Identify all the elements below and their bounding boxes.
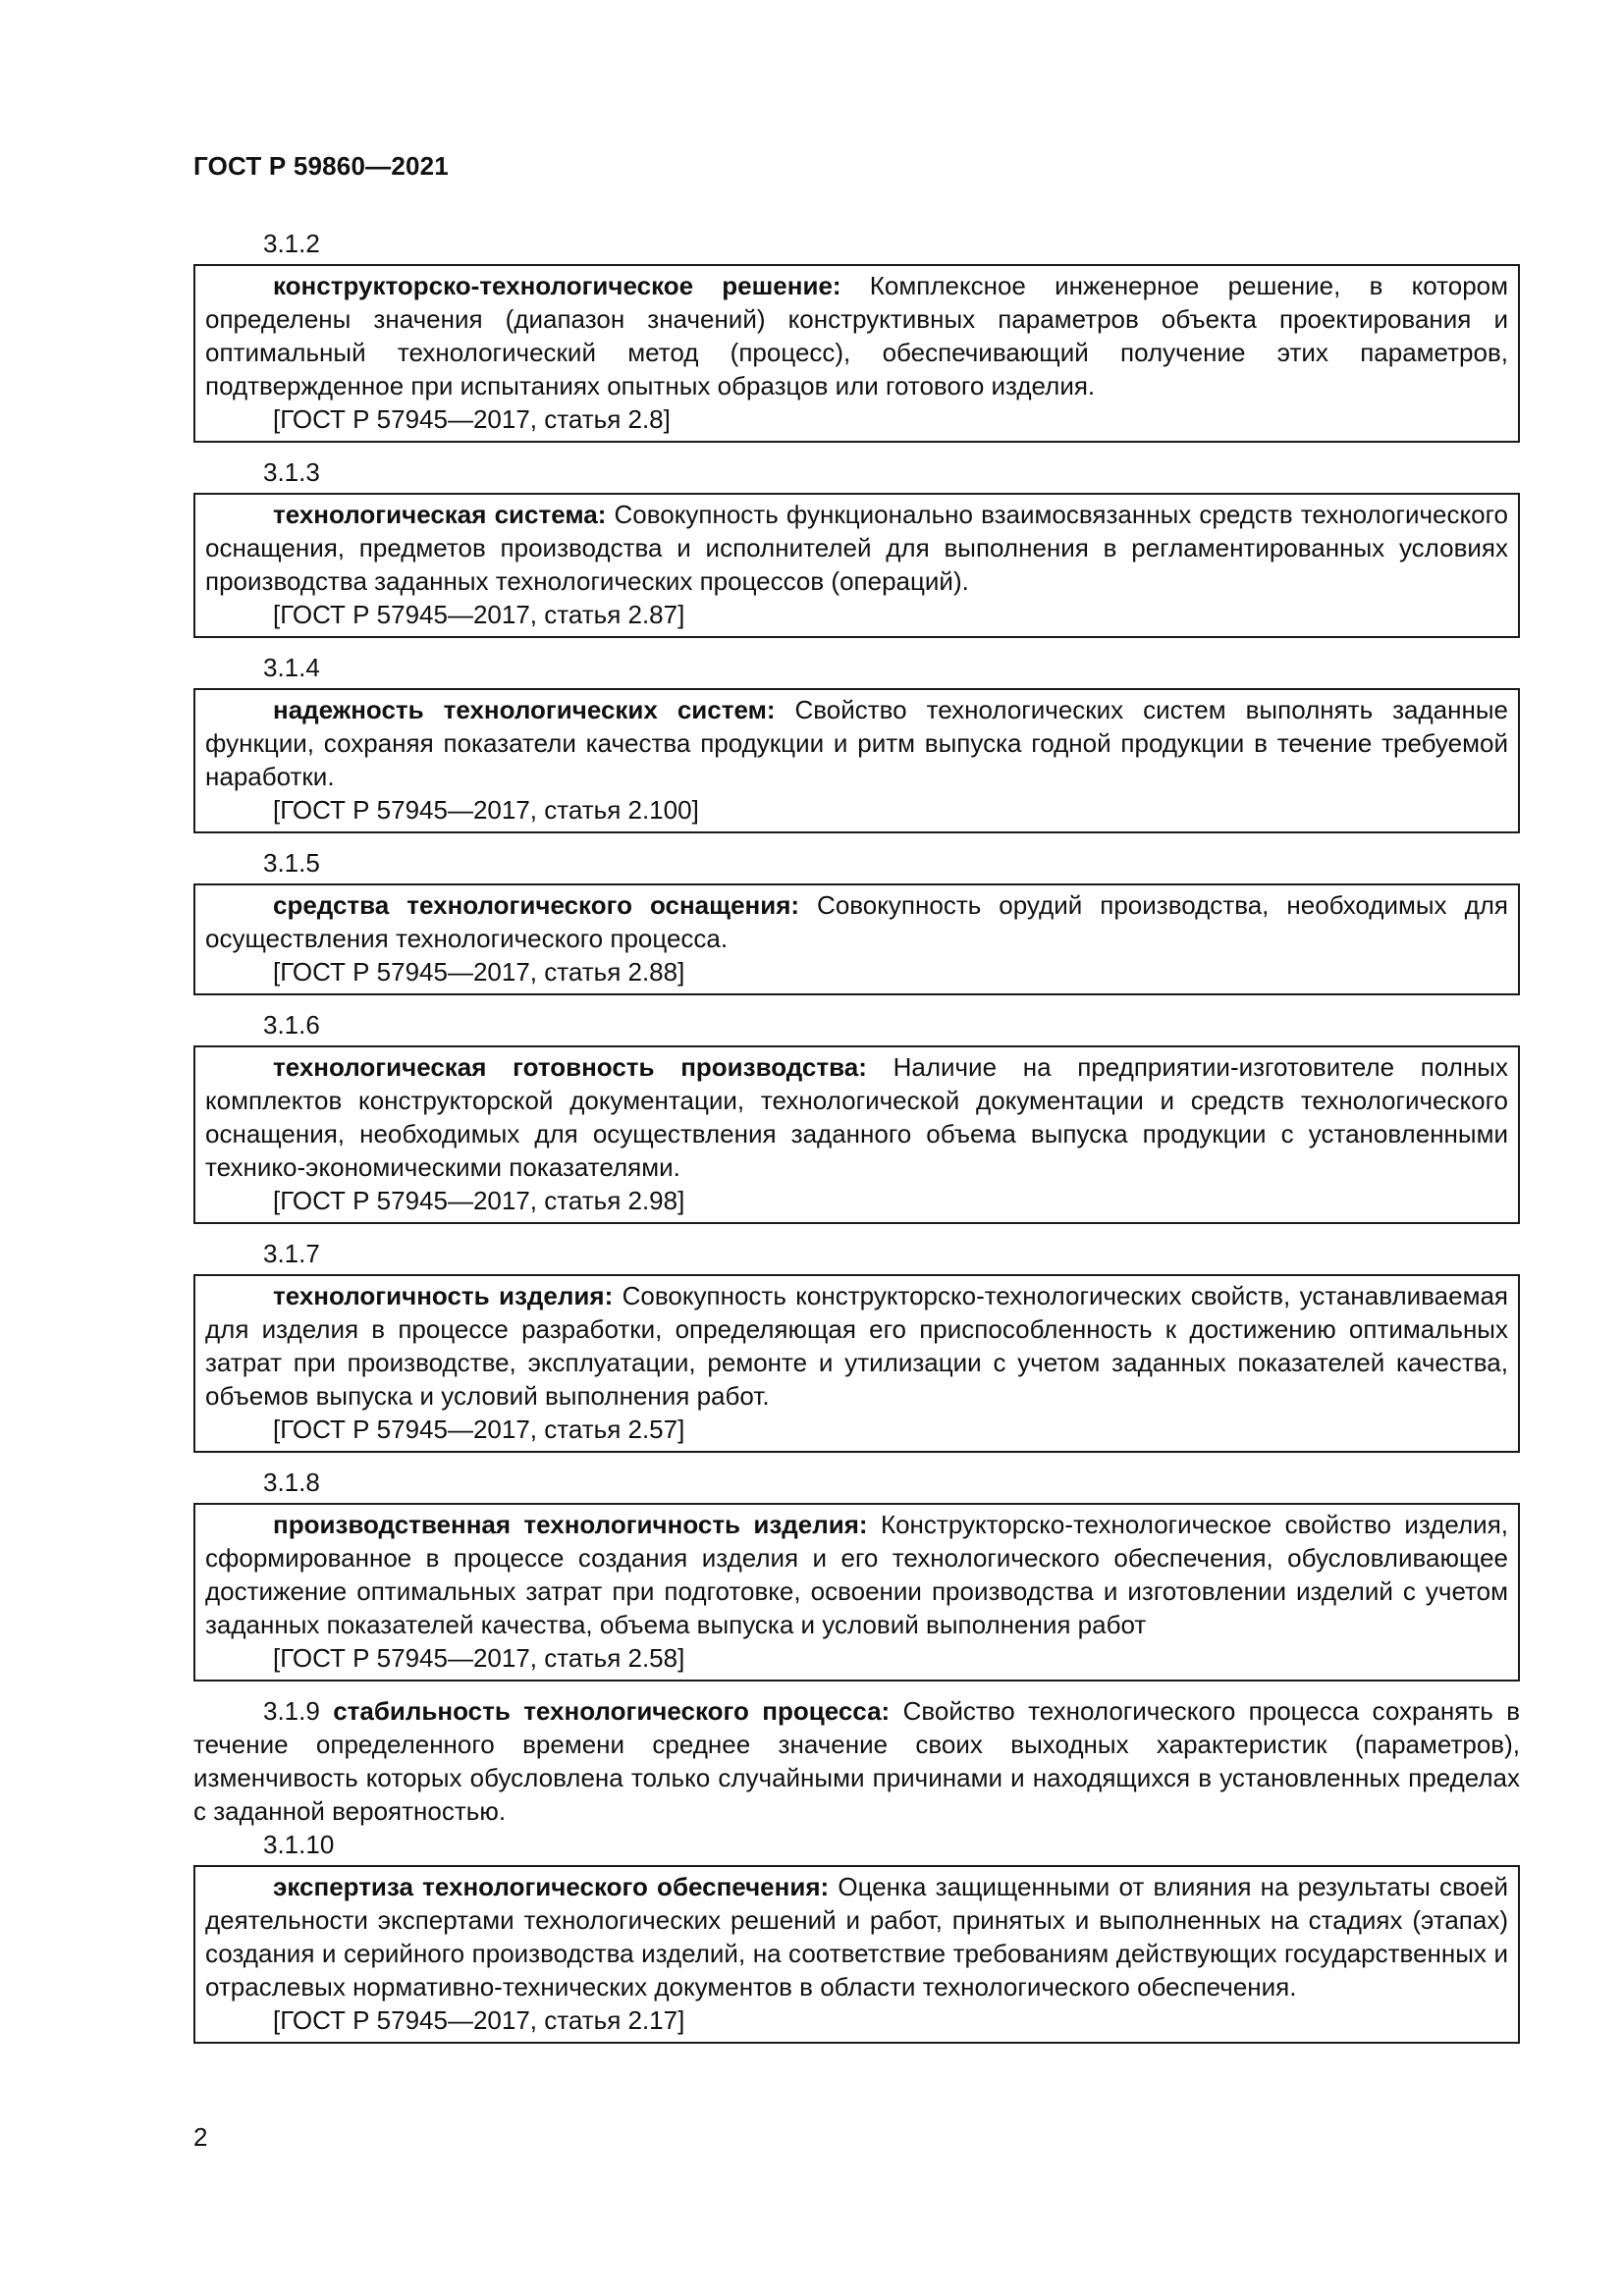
term: надежность технологических систем: bbox=[273, 695, 776, 724]
definition-text: Совокупность функционально взаимосвязанных средств технологического оснащения, предметов производства и исполнителей для выполнения в регламентированных условиях производства заданных технологических процессов (операций). bbox=[205, 500, 1508, 596]
plain-definition-paragraph bbox=[193, 1694, 1520, 1828]
source-reference: [ГОСТ Р 57945—2017, статья 2.100] bbox=[273, 795, 699, 825]
source-reference: [ГОСТ Р 57945—2017, статья 2.8] bbox=[273, 404, 671, 434]
term: конструкторско-технологическое решение: bbox=[273, 271, 841, 300]
definition-box bbox=[193, 1274, 1520, 1453]
definition-text: Совокупность орудий производства, необходимых для осуществления технологического процесса. bbox=[205, 890, 1508, 953]
entry-number: 3.1.8 bbox=[263, 1468, 320, 1497]
definition-text: Наличие на предприятии-изготовителе полных комплектов конструкторской документации, технологической документации и средств технологического оснащения, необходимых для осуществления заданного объема выпуска продукции с установленными технико-экономическими показателями. bbox=[205, 1052, 1508, 1182]
entry-number-inline: 3.1.9 bbox=[263, 1696, 320, 1726]
term: технологичность изделия: bbox=[273, 1281, 614, 1310]
definition-paragraph bbox=[205, 693, 1508, 793]
source-reference: [ГОСТ Р 57945—2017, статья 2.87] bbox=[273, 600, 685, 629]
document-body bbox=[193, 227, 1520, 2044]
term: экспертиза технологического обеспечения: bbox=[273, 1872, 830, 1901]
term: технологическая готовность производства: bbox=[273, 1052, 867, 1082]
term: производственная технологичность изделия: bbox=[273, 1510, 868, 1539]
definition-box bbox=[193, 264, 1520, 443]
definition-box bbox=[193, 493, 1520, 638]
definition-text: Оценка защищенными от влияния на результаты своей деятельности экспертами технологических решений и работ, принятых и выполненных на стадиях (этапах) создания и серийного производства изделий, на соответствие требованиям действующих государственных и отраслевых нормативно-технических документов в области технологического обеспечения. bbox=[205, 1872, 1508, 2002]
source-reference: [ГОСТ Р 57945—2017, статья 2.17] bbox=[273, 2005, 685, 2035]
entry-number: 3.1.3 bbox=[263, 457, 320, 487]
entry-number: 3.1.4 bbox=[263, 653, 320, 682]
document-header: ГОСТ Р 59860—2021 bbox=[193, 151, 449, 181]
definition-text: Свойство технологических систем выполнять заданные функции, сохраняя показатели качества продукции и ритм выпуска годной продукции в течение требуемой наработки. bbox=[205, 695, 1508, 791]
definition-box bbox=[193, 883, 1520, 995]
definition-box bbox=[193, 688, 1520, 833]
entry-number: 3.1.5 bbox=[263, 848, 320, 878]
definition-text: Свойство технологического процесса сохранять в течение определенного времени среднее значение своих выходных характеристик (параметров), изменчивость которых обусловлена только случайными причинами и находящихся в установленных пределах с заданной вероятностью. bbox=[193, 1696, 1521, 1826]
definition-paragraph bbox=[205, 1870, 1508, 2003]
term: средства технологического оснащения: bbox=[273, 890, 800, 920]
definition-text: Конструкторско-технологическое свойство изделия, сформированное в процессе создания изделия и его технологического обеспечения, обусловливающее достижение оптимальных затрат при подготовке, освоении производства и изготовлении изделий с учетом заданных показателей качества, объема выпуска и условий выполнения работ bbox=[205, 1510, 1508, 1639]
entry-number: 3.1.6 bbox=[263, 1010, 320, 1040]
definition-paragraph bbox=[205, 269, 1508, 402]
definition-paragraph bbox=[205, 1050, 1508, 1184]
page-number: 2 bbox=[193, 2122, 208, 2152]
source-reference: [ГОСТ Р 57945—2017, статья 2.57] bbox=[273, 1415, 685, 1444]
definition-box bbox=[193, 1045, 1520, 1224]
definition-paragraph bbox=[205, 888, 1508, 955]
definition-paragraph bbox=[205, 1508, 1508, 1641]
definition-text: Совокупность конструкторско-технологических свойств, устанавливаемая для изделия в процессе разработки, определяющая его приспособленность к достижению оптимальных затрат при производстве, эксплуатации, ремонте и утилизации с учетом заданных показателей качества, объемов выпуска и условий выполнения работ. bbox=[205, 1281, 1508, 1411]
source-reference: [ГОСТ Р 57945—2017, статья 2.88] bbox=[273, 957, 685, 987]
entry-number: 3.1.7 bbox=[263, 1239, 320, 1268]
definition-text: Комплексное инженерное решение, в котором определены значения (диапазон значений) конструктивных параметров объекта проектирования и оптимальный технологический метод (процесс), обеспечивающий получение этих параметров, подтвержденное при испытаниях опытных образцов или готового изделия. bbox=[205, 271, 1508, 400]
entry-number: 3.1.10 bbox=[263, 1830, 335, 1859]
term: технологическая система: bbox=[273, 500, 607, 529]
definition-box bbox=[193, 1503, 1520, 1682]
definition-paragraph bbox=[205, 1279, 1508, 1413]
source-reference: [ГОСТ Р 57945—2017, статья 2.98] bbox=[273, 1186, 685, 1215]
definition-paragraph bbox=[205, 498, 1508, 598]
source-reference: [ГОСТ Р 57945—2017, статья 2.58] bbox=[273, 1643, 685, 1673]
term: стабильность технологического процесса: bbox=[333, 1696, 891, 1726]
entry-number: 3.1.2 bbox=[263, 229, 320, 258]
definition-box bbox=[193, 1865, 1520, 2044]
